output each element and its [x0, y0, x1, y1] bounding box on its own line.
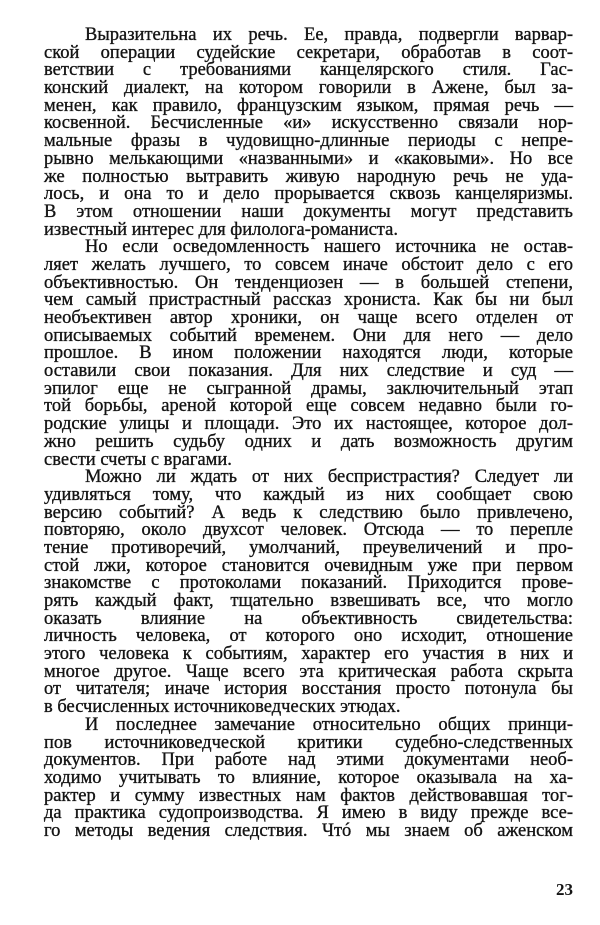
text-line: тение противоречий, умолчаний, преувеличений и про- — [44, 537, 573, 558]
text-line: оказать влияние на объективность свидетельства: — [44, 608, 573, 629]
text-line: рывно мелькающими «названными» и «каковыми». Но все — [44, 148, 573, 169]
text-line: косвенной. Бесчисленные «и» искусственно связали нор- — [44, 113, 573, 134]
text-line: эпилог еще не сыгранной драмы, заключительный этап — [44, 378, 573, 399]
text-line: многое другое. Чаще всего эта критическая работа скрыта — [44, 661, 573, 682]
text-line: В этом отношении наши документы могут представить — [44, 201, 573, 222]
text-line: ляет желать лучшего, то совсем иначе обстоит дело с его — [44, 254, 573, 275]
text-line: ской операции судейские секретари, обработав в соот- — [44, 42, 573, 63]
text-line: рактер и сумму известных нам фактов действовавшая тог- — [44, 785, 573, 806]
paragraph — [44, 714, 573, 841]
text-line: ходимо учитывать то влияние, которое оказывала на ха- — [44, 767, 573, 788]
text-line: пов источниковедческой критики судебно-следственных — [44, 732, 573, 753]
text-line: жно решить судьбу одних и дать возможность другим — [44, 431, 573, 452]
text-line: конский диалект, на котором говорили в Ажене, был за- — [44, 78, 573, 99]
page-number: 23 — [556, 880, 573, 899]
text-line: же полностью вытравить живую народную речь не уда- — [44, 166, 573, 187]
text-line: Но если осведомленность нашего источника не остав- — [85, 237, 573, 258]
text-line: стой лжи, которое становится очевидным уже при первом — [44, 555, 573, 576]
text-line: го методы ведения следствия. Чтó мы знаем об аженском — [44, 820, 573, 841]
text-line: свести счеты с врагами. — [44, 449, 232, 470]
text-line: удивляться тому, что каждый из них сообщает свою — [44, 484, 573, 505]
paragraph — [44, 239, 573, 469]
text-line: этого человека к событиям, характер его участия в них и — [44, 644, 573, 665]
text-line: чем самый пристрастный рассказ хрониста. Как бы ни был — [44, 290, 573, 311]
text-line: лось, и она то и дело прорывается сквозь канцеляризмы. — [44, 184, 573, 205]
text-line: версию событий? А ведь к следствию было привлечено, — [44, 502, 573, 523]
text-line: менен, как правило, французским языком, прямая речь — — [44, 95, 573, 116]
text-line: прошлое. В ином положении находятся люди, которые — [44, 343, 573, 364]
page-body — [44, 27, 573, 841]
text-line: да практика судопроизводства. Я имею в виду прежде все- — [44, 803, 573, 824]
text-line: родские улицы и площади. Это их настоящее, которое дол- — [44, 414, 573, 435]
paragraph — [44, 27, 573, 239]
text-line: И последнее замечание относительно общих принци- — [85, 714, 573, 735]
text-line: необъективен автор хроники, он чаще всего отделен от — [44, 308, 573, 328]
paragraph — [44, 469, 573, 717]
text-line: ветствии с требованиями канцелярского стиля. Гас- — [44, 60, 573, 81]
text-line: от читателя; иначе история восстания просто потонула бы — [44, 679, 573, 700]
text-line: мальные фразы в чудовищно-длинные периоды с непре- — [44, 131, 573, 152]
text-line: известный интерес для филолога-романиста. — [44, 219, 398, 240]
text-line: рять каждый факт, тщательно взвешивать все, что могло — [44, 591, 573, 611]
text-line: объективностью. Он тенденциозен — в большей степени, — [44, 272, 573, 293]
text-line: Выразительна их речь. Ее, правда, подвергли варвар- — [85, 25, 573, 45]
text-line: оставили свои показания. Для них следствие и суд — — [44, 361, 573, 382]
text-line: знакомстве с протоколами показаний. Приходится прове- — [44, 573, 573, 594]
text-line: Можно ли ждать от них беспристрастия? Следует ли — [85, 467, 573, 488]
text-line: повторяю, около двухсот человек. Отсюда — то перепле — [44, 520, 573, 541]
text-line: личность человека, от которого оно исходит, отношение — [44, 626, 573, 647]
text-line: в бесчисленных источниковедческих этюдах. — [44, 697, 401, 718]
text-line: той борьбы, ареной которой еще совсем недавно были го- — [44, 396, 573, 417]
text-line: документов. При работе над этими документами необ- — [44, 750, 573, 771]
text-line: описываемых событий временем. Они для него — дело — [44, 325, 573, 346]
